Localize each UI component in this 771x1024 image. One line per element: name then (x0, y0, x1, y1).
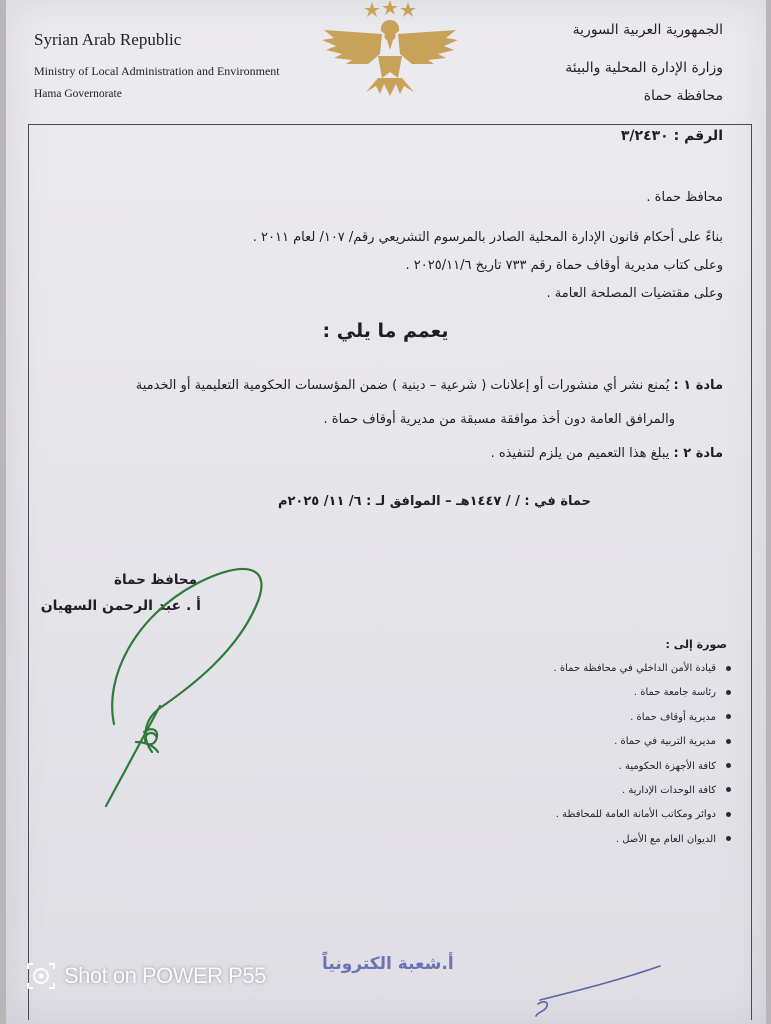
article-2-text: يبلغ هذا التعميم من يلزم لتنفيذه . (490, 446, 670, 461)
reference-number: الرقم : ٣/٢٤٣٠ (620, 128, 723, 144)
recipients-list (554, 660, 732, 855)
header-ministry-ar: وزارة الإدارة المحلية والبيئة (565, 60, 723, 76)
bullet-icon (726, 812, 731, 817)
camera-lens-icon (24, 959, 58, 993)
document-page (6, 0, 766, 1024)
camera-watermark (24, 958, 266, 994)
article-2 (491, 446, 723, 461)
bullet-icon (726, 666, 731, 671)
list-item: كافة الوحدات الإدارية . (554, 782, 732, 806)
handwritten-signature (96, 556, 286, 816)
list-item: رئاسة جامعة حماة . (554, 684, 732, 708)
bullet-icon (726, 787, 731, 792)
header-ministry-en: Ministry of Local Administration and Environment (34, 64, 280, 78)
signatory-title: محافظ حماة (114, 572, 197, 588)
copies-heading: صورة إلى : (665, 638, 727, 651)
header-country-en: Syrian Arab Republic (34, 30, 182, 49)
list-item: مديرية التربية في حماة . (554, 733, 732, 757)
bullet-icon (726, 690, 731, 695)
header-governorate-en: Hama Governorate (34, 88, 122, 100)
signatory-name: أ . عبد الرحمن السهيان (40, 598, 201, 614)
article-1-label: مادة ١ : (673, 378, 723, 393)
electronic-stamp: أ.شعبة الكترونياً (322, 954, 454, 974)
list-item: كافة الأجهزة الحكومية . (554, 758, 732, 782)
bullet-icon (726, 714, 731, 719)
decree-heading: يعمم ما يلي : (322, 320, 449, 342)
list-item: الديوان العام مع الأصل . (554, 831, 732, 855)
date-line: حماة في : / / ١٤٤٧هـ – الموافق لـ : ٦/ ١١/ ٢٠٢٥م (277, 494, 591, 509)
header-governorate-ar: محافظة حماة (643, 88, 723, 104)
list-item: مديرية أوقاف حماة . (554, 709, 732, 733)
initials-scribble (520, 960, 670, 1020)
article-2-label: مادة ٢ : (673, 446, 723, 461)
header-country-ar: الجمهورية العربية السورية (572, 22, 723, 38)
preamble-interest: وعلى مقتضيات المصلحة العامة . (546, 286, 723, 301)
article-1-text: يُمنع نشر أي منشورات أو إعلانات ( شرعية – دينية ) ضمن المؤسسات الحكومية التعليمية أو الخدمية (135, 378, 670, 393)
list-item: دوائر ومكاتب الأمانة العامة للمحافظة . (554, 806, 732, 830)
article-1-continuation: والمرافق العامة دون أخذ موافقة مسبقة من مديرية أوقاف حماة . (323, 412, 675, 427)
watermark-text: Shot on POWER P55 (64, 963, 266, 988)
preamble-law: بناءً على أحكام قانون الإدارة المحلية الصادر بالمرسوم التشريعي رقم/ ١٠٧/ لعام ٢٠١١ . (252, 230, 723, 245)
bullet-icon (726, 739, 731, 744)
preamble-letter: وعلى كتاب مديرية أوقاف حماة رقم ٧٣٣ تاريخ ٢٠٢٥/١١/٦ . (405, 258, 723, 273)
article-1 (136, 378, 723, 393)
eagle-emblem-icon (318, 0, 462, 98)
bullet-icon (726, 763, 731, 768)
bullet-icon (726, 836, 731, 841)
list-item: قيادة الأمن الداخلي في محافظة حماة . (554, 660, 732, 684)
preamble-issuer: محافظ حماة . (646, 190, 723, 205)
